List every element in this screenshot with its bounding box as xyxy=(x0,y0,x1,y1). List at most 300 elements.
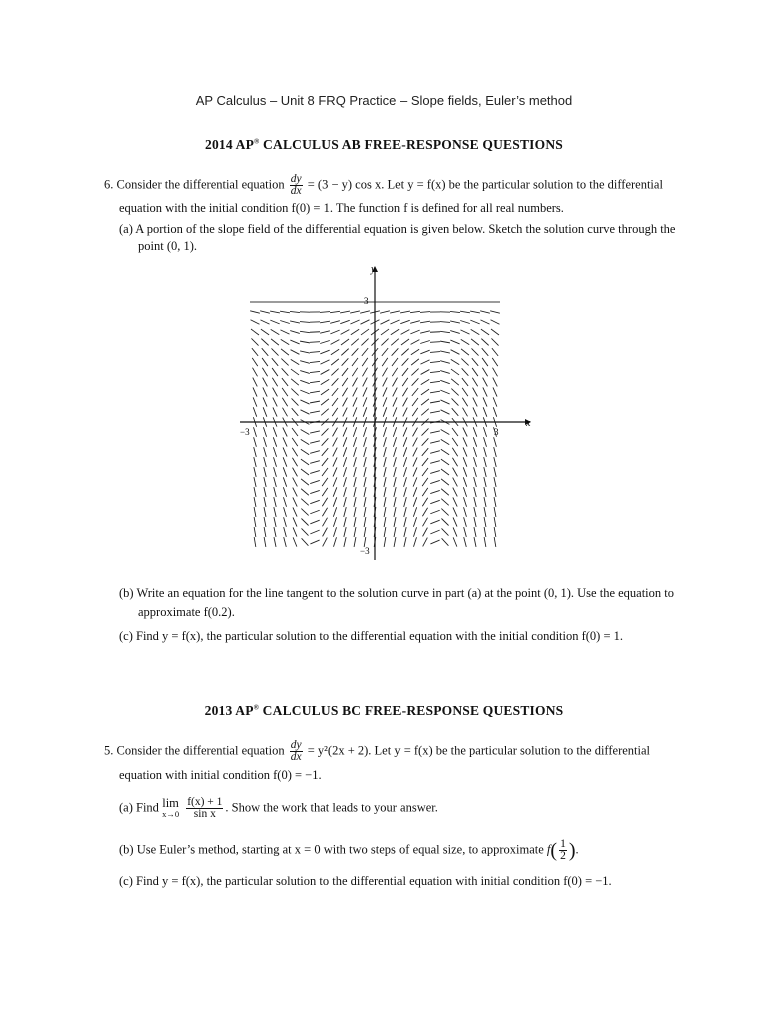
x-axis-label: x xyxy=(526,418,531,429)
slope-segment xyxy=(354,447,357,457)
slope-segment xyxy=(322,488,328,496)
slope-segment xyxy=(364,437,367,447)
slope-segment xyxy=(301,479,309,485)
slope-segment xyxy=(264,457,267,467)
question-6-part-a-line-2: point (0, 1). xyxy=(138,239,198,253)
slope-segment xyxy=(272,358,278,366)
section-heading-2014: 2014 AP® CALCULUS AB FREE-RESPONSE QUESTIONS xyxy=(205,137,563,152)
slope-segment xyxy=(411,359,419,365)
slope-segment xyxy=(302,538,309,545)
slope-segment xyxy=(254,447,257,457)
slope-segment xyxy=(350,320,359,324)
slope-segment xyxy=(301,410,310,414)
slope-segment xyxy=(293,507,297,516)
slope-segment xyxy=(483,378,488,387)
slope-segment xyxy=(282,368,289,375)
slope-segment xyxy=(353,437,356,447)
slope-segment xyxy=(264,537,266,547)
slope-segment xyxy=(364,517,366,527)
slope-segment xyxy=(261,329,269,335)
question-5-part-b: (b) Use Euler’s method, starting at x = 0 with two steps of equal size, to approximate f( $\frac{1}{2}$ ). xyxy=(119,838,579,862)
slope-segment xyxy=(300,341,310,343)
slope-segment xyxy=(452,428,458,436)
limit-fraction: $\frac{f(x) + 1}{\text{sin x}}$ xyxy=(187,796,223,820)
slope-segment xyxy=(320,350,329,354)
slope-segment xyxy=(293,488,298,497)
slope-segment xyxy=(394,517,396,527)
slope-segment xyxy=(464,507,467,517)
slope-segment xyxy=(441,499,448,506)
slope-segment xyxy=(321,409,329,416)
slope-segment xyxy=(254,467,256,477)
slope-segment xyxy=(333,428,338,437)
slope-segment xyxy=(422,508,427,517)
slope-segment xyxy=(250,311,260,313)
slope-segment xyxy=(491,320,500,324)
slope-segment xyxy=(473,447,476,456)
slope-segment xyxy=(471,329,480,334)
slope-segment xyxy=(440,400,449,404)
slope-segment xyxy=(354,517,356,527)
slope-segment xyxy=(430,540,439,544)
slope-segment xyxy=(452,448,457,456)
slope-segment xyxy=(412,408,418,416)
slope-segment xyxy=(354,477,356,487)
slope-segment xyxy=(403,408,407,417)
slope-segment xyxy=(440,351,450,353)
slope-segment xyxy=(293,537,297,546)
slope-segment xyxy=(291,369,299,375)
slope-segment xyxy=(353,427,356,436)
slope-segment xyxy=(284,537,287,547)
slope-segment xyxy=(300,400,309,404)
slope-segment xyxy=(473,437,476,446)
slope-segment xyxy=(484,477,486,487)
slope-segment xyxy=(291,389,298,396)
slope-segment xyxy=(422,488,428,496)
slope-segment xyxy=(352,368,357,376)
slope-segment xyxy=(301,459,309,465)
slope-segment xyxy=(420,341,430,344)
x-tick-neg3: −3 xyxy=(240,427,250,437)
slope-segment xyxy=(383,427,386,437)
slope-segment xyxy=(292,428,298,436)
slope-segment xyxy=(394,467,397,477)
slope-segment xyxy=(301,469,309,475)
slope-segment xyxy=(351,339,359,346)
slope-segment xyxy=(473,407,477,416)
slope-segment xyxy=(441,489,449,495)
slope-segment xyxy=(283,437,287,446)
slope-segment xyxy=(461,349,469,355)
slope-segment xyxy=(322,478,328,486)
slope-segment xyxy=(344,477,347,487)
slope-segment xyxy=(490,311,500,313)
slope-segment xyxy=(494,527,496,537)
slope-segment xyxy=(430,451,440,454)
slope-segment xyxy=(300,371,310,374)
slope-segment xyxy=(413,507,416,516)
slope-segment xyxy=(302,528,309,535)
slope-segment xyxy=(430,461,440,464)
slope-segment xyxy=(263,397,267,406)
slope-segment xyxy=(411,340,420,345)
slope-segment xyxy=(463,457,467,466)
slope-segment xyxy=(341,330,350,335)
slope-segment xyxy=(441,509,448,516)
slope-segment xyxy=(452,398,459,405)
slope-segment xyxy=(420,350,429,354)
slope-segment xyxy=(343,457,346,466)
slope-segment xyxy=(403,467,406,477)
slope-segment xyxy=(280,330,289,334)
slope-segment xyxy=(353,388,358,397)
slope-segment xyxy=(430,342,440,343)
slope-segment xyxy=(310,520,319,524)
slope-segment xyxy=(284,527,287,537)
slope-segment xyxy=(301,439,309,444)
slope-segment xyxy=(333,457,337,466)
slope-segment xyxy=(391,329,399,335)
slope-segment xyxy=(331,359,339,365)
slope-segment xyxy=(362,358,368,366)
slope-segment xyxy=(450,340,459,344)
slope-segment xyxy=(450,311,460,312)
slope-segment xyxy=(413,497,416,506)
slope-segment xyxy=(460,330,469,334)
slope-segment xyxy=(291,359,299,364)
slope-segment xyxy=(320,341,330,344)
slope-segment xyxy=(484,507,486,517)
slope-segment xyxy=(451,350,460,355)
slope-segment xyxy=(300,322,310,323)
question-6-part-b-line-2: approximate f(0.2). xyxy=(138,605,235,619)
slope-segment xyxy=(281,339,289,344)
slope-segment xyxy=(354,467,357,477)
slope-segment xyxy=(343,447,346,456)
slope-segment xyxy=(473,388,478,397)
slope-segment xyxy=(301,519,308,526)
slope-segment xyxy=(403,457,406,466)
slope-segment xyxy=(473,427,477,436)
slope-segment xyxy=(382,348,388,356)
slope-segment xyxy=(310,510,319,513)
slope-segment xyxy=(404,517,406,527)
slope-segment xyxy=(342,368,348,376)
slope-segment xyxy=(471,339,479,345)
slope-segment xyxy=(470,311,480,313)
slope-segment xyxy=(483,387,487,396)
slope-segment xyxy=(462,388,468,396)
slope-segment xyxy=(484,527,486,537)
slope-segment xyxy=(452,458,457,467)
slope-segment xyxy=(344,497,347,507)
slope-segment xyxy=(451,369,459,375)
slope-segment xyxy=(293,478,298,487)
slope-segment xyxy=(271,348,278,355)
slope-segment xyxy=(411,369,418,376)
slope-segment xyxy=(322,438,329,445)
slope-segment xyxy=(344,537,346,547)
slope-segment xyxy=(310,441,320,443)
slope-segment xyxy=(262,358,268,366)
slope-segment xyxy=(412,398,418,406)
slope-segment xyxy=(323,538,328,547)
slope-segment xyxy=(310,480,320,483)
slope-segment xyxy=(323,518,328,527)
slope-segment xyxy=(400,311,410,313)
slope-segment xyxy=(274,537,276,547)
slope-segment xyxy=(354,457,357,467)
slope-segment xyxy=(331,340,340,345)
slope-segment xyxy=(364,497,366,507)
question-5-part-a: (a) Find lim x→0 $\frac{f(x) + 1}{\text{sin x}}$ . Show the work that leads to your answer. xyxy=(119,795,438,820)
slope-segment xyxy=(420,331,430,333)
slope-segment xyxy=(264,437,267,447)
slope-segment xyxy=(383,387,387,396)
slope-segment xyxy=(334,537,337,547)
slope-segment xyxy=(492,348,498,356)
slope-segment xyxy=(271,339,279,345)
slope-segment xyxy=(283,408,288,417)
slope-segment xyxy=(321,370,330,375)
slope-segment xyxy=(342,358,349,365)
slope-segment xyxy=(494,497,496,507)
slope-segment xyxy=(401,339,409,345)
slope-segment xyxy=(484,537,486,547)
slope-segment xyxy=(422,498,427,506)
slope-segment xyxy=(340,311,350,313)
slope-segment xyxy=(483,397,487,406)
slope-segment xyxy=(362,348,368,356)
slope-segment xyxy=(273,427,277,436)
slope-segment xyxy=(364,447,367,457)
slope-segment xyxy=(332,388,338,396)
slope-segment xyxy=(401,330,410,335)
slope-segment xyxy=(384,487,386,497)
slope-segment xyxy=(320,312,330,313)
question-5-part-c: (c) Find y = f(x), the particular solution to the differential equation with initial condition f(0) = −1. xyxy=(119,874,612,888)
slope-segment xyxy=(471,348,478,355)
slope-segment xyxy=(320,321,330,323)
slope-segment xyxy=(440,380,449,383)
slope-segment xyxy=(322,468,328,476)
slope-segment xyxy=(421,409,429,416)
slope-segment xyxy=(293,527,297,536)
slope-segment xyxy=(413,467,417,476)
slope-segment xyxy=(281,349,289,355)
slope-segment xyxy=(343,467,346,477)
slope-segment xyxy=(394,477,396,487)
slope-segment xyxy=(482,358,488,366)
slope-segment xyxy=(264,447,267,457)
slope-segment xyxy=(493,368,498,377)
slope-segment xyxy=(394,487,396,497)
slope-segment xyxy=(453,497,457,506)
slope-segment xyxy=(494,457,496,467)
slope-segment xyxy=(344,527,346,537)
slope-segment xyxy=(254,537,256,547)
slope-segment xyxy=(494,487,496,497)
slope-segment xyxy=(480,311,490,313)
slope-segment xyxy=(390,320,399,324)
slope-segment xyxy=(253,407,256,416)
slope-segment xyxy=(403,398,408,407)
slope-segment xyxy=(272,368,278,376)
question-6-line-1: 6. Consider the differential equation $\frac{dy}{dx}$ = (3 − y) cos x. Let y = f(x) be the particular solution to the differential xyxy=(104,173,663,197)
slope-segment xyxy=(384,507,386,517)
slope-segment xyxy=(333,487,337,496)
slope-segment xyxy=(441,469,449,475)
slope-segment xyxy=(282,398,287,406)
slope-segment xyxy=(480,320,489,324)
slope-segment xyxy=(273,388,278,397)
slope-segment xyxy=(451,389,458,396)
slope-segment xyxy=(333,477,337,486)
slope-segment xyxy=(310,540,319,544)
slope-segment xyxy=(403,437,407,446)
slope-segment xyxy=(251,329,259,335)
slope-segment xyxy=(494,467,496,477)
slope-segment xyxy=(442,538,449,545)
slope-segment xyxy=(472,368,478,376)
slope-segment xyxy=(441,439,449,444)
slope-segment xyxy=(290,340,299,344)
slope-segment xyxy=(440,331,450,332)
dydx-fraction: $\frac{dy}{dx}$ xyxy=(290,739,302,763)
slope-segment xyxy=(384,457,387,467)
slope-segment xyxy=(343,427,347,436)
slope-segment xyxy=(453,537,457,546)
slope-segment xyxy=(291,350,300,355)
slope-segment xyxy=(363,407,367,416)
slope-segment xyxy=(463,497,466,507)
slope-segment xyxy=(484,497,486,507)
slope-segment xyxy=(422,458,428,466)
slope-segment xyxy=(272,378,277,386)
slope-segment xyxy=(430,441,440,443)
slope-segment xyxy=(310,451,320,454)
slope-segment xyxy=(354,487,356,497)
slope-segment xyxy=(472,378,477,386)
slope-segment xyxy=(293,497,297,506)
slope-segment xyxy=(453,468,458,477)
slope-segment xyxy=(262,348,269,356)
slope-segment xyxy=(254,437,257,447)
slope-segment xyxy=(422,438,429,445)
slope-segment xyxy=(451,379,459,385)
slope-segment xyxy=(394,457,397,467)
slope-segment xyxy=(494,507,496,517)
slope-segment xyxy=(333,438,338,447)
slope-segment xyxy=(260,320,269,324)
slope-segment xyxy=(463,447,467,456)
slope-segment xyxy=(264,487,266,497)
slope-segment xyxy=(253,387,257,396)
slope-segment xyxy=(283,497,286,507)
slope-segment xyxy=(283,487,286,496)
slope-segment xyxy=(321,379,329,384)
slope-segment xyxy=(252,358,258,366)
slope-segment xyxy=(394,507,396,517)
x-tick-3: 3 xyxy=(494,427,499,437)
slope-segment xyxy=(301,429,310,434)
slope-segment xyxy=(483,407,487,416)
slope-segment xyxy=(273,407,277,416)
slope-segment xyxy=(402,378,408,386)
slope-segment xyxy=(263,387,267,396)
slope-segment xyxy=(394,527,396,537)
slope-segment xyxy=(484,457,487,467)
slope-segment xyxy=(284,517,287,527)
slope-segment xyxy=(452,408,459,416)
slope-segment xyxy=(442,528,449,535)
slope-segment xyxy=(251,338,258,345)
slope-segment xyxy=(441,519,448,526)
question-6-part-a-line-1: (a) A portion of the slope field of the differential equation is given below. Sketch the solution curve through the xyxy=(119,222,676,236)
slope-segment xyxy=(391,339,399,346)
slope-segment xyxy=(430,401,440,403)
slope-segment xyxy=(392,358,398,366)
slope-segment xyxy=(331,349,339,355)
slope-segment xyxy=(341,349,348,356)
slope-segment xyxy=(410,330,419,334)
question-6-part-b-line-1: (b) Write an equation for the line tangent to the solution curve in part (a) at the point (0, 1). Use the equation to xyxy=(119,586,675,600)
slope-segment xyxy=(343,398,348,407)
slope-segment xyxy=(322,498,327,506)
slope-segment xyxy=(290,331,300,334)
slope-segment xyxy=(440,341,450,343)
slope-segment xyxy=(333,507,336,516)
slope-segment xyxy=(342,388,347,397)
slope-segment xyxy=(292,398,299,405)
slope-segment xyxy=(251,320,260,324)
slope-segment xyxy=(413,457,417,466)
slope-segment xyxy=(430,490,439,493)
slope-segment xyxy=(430,530,439,534)
slope-segment xyxy=(322,428,329,435)
slope-segment xyxy=(481,339,488,346)
slope-segment xyxy=(283,447,287,456)
slope-segment xyxy=(254,497,256,507)
slope-segment xyxy=(492,358,498,366)
slope-segment xyxy=(384,467,386,477)
slope-segment xyxy=(452,438,458,446)
slope-segment xyxy=(430,381,440,382)
slope-segment xyxy=(393,397,397,406)
slope-segment xyxy=(422,448,428,456)
slope-segment xyxy=(333,517,336,526)
slope-segment xyxy=(364,457,367,467)
slope-segment xyxy=(354,497,356,507)
slope-segment xyxy=(310,391,320,393)
slope-segment xyxy=(393,378,398,387)
slope-segment xyxy=(383,397,387,406)
slope-segment xyxy=(382,368,387,377)
slope-segment xyxy=(450,321,460,323)
slope-segment xyxy=(363,397,367,406)
slope-segment xyxy=(281,359,288,366)
slope-segment xyxy=(402,388,407,397)
slope-segment xyxy=(352,348,359,355)
slope-segment xyxy=(484,487,486,497)
slope-segment xyxy=(340,320,349,323)
slope-segment xyxy=(482,368,487,377)
slope-segment xyxy=(310,431,320,433)
slope-segment xyxy=(493,378,498,387)
slope-segment xyxy=(461,339,469,344)
slope-segment xyxy=(474,467,477,477)
